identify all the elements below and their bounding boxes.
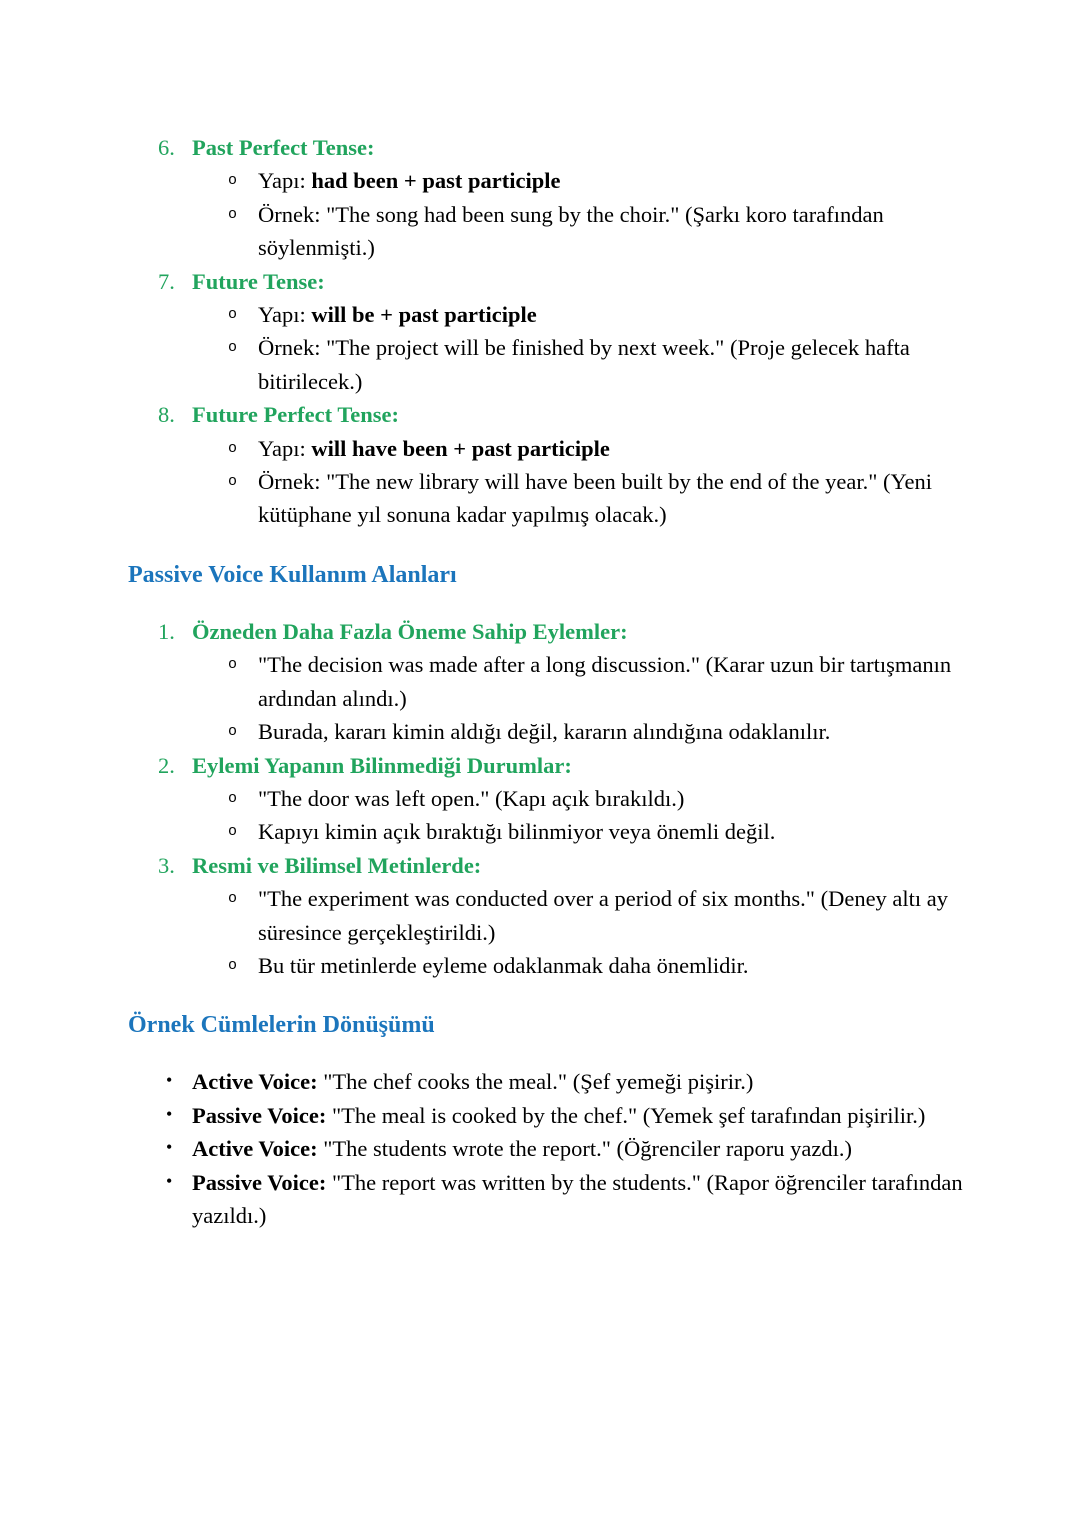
list-item (128, 749, 970, 849)
sub-bullet-text (258, 302, 537, 327)
circle-bullet-marker: o (228, 890, 238, 908)
sub-bullet-text (258, 886, 948, 944)
list-item (128, 849, 970, 983)
circle-bullet-marker: o (228, 823, 238, 841)
sub-bullet-text (258, 469, 932, 527)
text-segment: "The decision was made after a long discussion." (Karar uzun bir tartışmanın ardından alındı.) (258, 652, 952, 711)
bullet-text (192, 1136, 852, 1161)
text-segment: will be + past participle (311, 302, 537, 328)
bullet-text (192, 1103, 925, 1128)
dot-bullet-marker: • (166, 1137, 173, 1158)
text-segment: Yapı: (258, 435, 312, 461)
circle-bullet-marker: o (228, 306, 238, 324)
sub-bullet-text (258, 335, 910, 393)
sub-bullet-item (128, 882, 970, 949)
text-segment: had been + past participle (311, 168, 561, 194)
sub-bullet-item (128, 432, 970, 465)
text-segment: Active Voice: (192, 1136, 324, 1162)
list-item-heading (128, 265, 970, 298)
sub-bullet-text (258, 786, 684, 811)
sub-bullet-list (128, 298, 970, 398)
sub-bullet-item (128, 715, 970, 748)
text-segment: Örnek: "The song had been sung by the choir." (Şarkı koro tarafından söylenmişti.) (258, 201, 884, 261)
sub-bullet-list (128, 432, 970, 532)
list-item-number: 6. (158, 135, 175, 160)
bullet-list (128, 1065, 970, 1232)
sub-bullet-item (128, 198, 970, 265)
circle-bullet-marker: o (228, 339, 238, 357)
circle-bullet-marker: o (228, 956, 238, 974)
list-item-number: 1. (158, 618, 175, 644)
bullet-item (128, 1099, 970, 1132)
list-item-number: 3. (158, 852, 175, 878)
sub-bullet-text (258, 652, 951, 710)
text-segment: Passive Voice: (192, 1169, 332, 1195)
text-segment: Yapı: (258, 302, 312, 328)
sub-bullet-text (258, 436, 610, 461)
sub-bullet-item (128, 782, 970, 815)
sub-bullet-list (128, 164, 970, 264)
list-item-title: Future Perfect Tense: (192, 402, 400, 428)
sub-bullet-item (128, 815, 970, 848)
list-item-title: Future Tense: (192, 268, 325, 294)
circle-bullet-marker: o (228, 723, 238, 741)
text-segment: Burada, kararı kimin aldığı değil, kararın alındığına odaklanılır. (258, 719, 831, 745)
text-segment: "The meal is cooked by the chef." (Yemek şef tarafından pişirilir.) (332, 1102, 926, 1128)
sub-bullet-list (128, 782, 970, 849)
text-segment: "The chef cooks the meal." (Şef yemeği pişirir.) (323, 1069, 754, 1095)
bullet-item (128, 1132, 970, 1165)
text-segment: "The report was written by the students." (Rapor öğrenciler tarafından yazıldı.) (192, 1169, 963, 1228)
list-item (128, 615, 970, 749)
circle-bullet-marker: o (228, 172, 238, 190)
list-item-heading (128, 398, 970, 431)
section-heading: Örnek Cümlelerin Dönüşümü (128, 1012, 435, 1039)
text-segment: Örnek: "The project will be finished by next week." (Proje gelecek hafta bitirilecek.) (258, 335, 910, 394)
dot-bullet-marker: • (166, 1103, 173, 1124)
text-segment: Kapıyı kimin açık bıraktığı bilinmiyor veya önemli değil. (258, 819, 776, 845)
sub-bullet-text (258, 719, 830, 744)
bullet-item (128, 1166, 970, 1233)
list-item (128, 131, 970, 265)
dot-bullet-marker: • (166, 1170, 173, 1191)
numbered-list (128, 131, 970, 532)
text-segment: "The door was left open." (Kapı açık bırakıldı.) (258, 785, 685, 811)
text-segment: Bu tür metinlerde eyleme odaklanmak daha önemlidir. (258, 952, 749, 978)
section-heading: Passive Voice Kullanım Alanları (128, 561, 457, 588)
text-segment: "The students wrote the report." (Öğrenciler raporu yazdı.) (323, 1136, 853, 1162)
text-segment: Active Voice: (192, 1069, 324, 1095)
list-item-number: 2. (158, 752, 175, 778)
list-item (128, 398, 970, 532)
numbered-list (128, 615, 970, 982)
text-segment: will have been + past participle (311, 435, 610, 461)
list-item-title: Past Perfect Tense: (192, 135, 375, 160)
text-segment: Passive Voice: (192, 1102, 332, 1128)
sub-bullet-text (258, 953, 748, 978)
list-item-title: Resmi ve Bilimsel Metinlerde: (192, 852, 482, 878)
circle-bullet-marker: o (228, 473, 238, 491)
dot-bullet-marker: • (166, 1070, 173, 1091)
list-item-heading (128, 849, 970, 882)
sub-bullet-item (128, 164, 970, 197)
list-item-heading (128, 615, 970, 648)
sub-bullet-text (258, 168, 560, 193)
circle-bullet-marker: o (228, 439, 238, 457)
bullet-text (192, 1170, 963, 1228)
list-item-title: Özneden Daha Fazla Öneme Sahip Eylemler: (192, 618, 628, 644)
sub-bullet-item (128, 298, 970, 331)
circle-bullet-marker: o (228, 205, 238, 223)
sub-bullet-item (128, 949, 970, 982)
list-item-heading (128, 749, 970, 782)
sub-bullet-item (128, 648, 970, 715)
text-segment: Yapı: (258, 168, 312, 194)
list-item (128, 265, 970, 399)
list-item-number: 7. (158, 268, 175, 294)
bullet-item (128, 1065, 970, 1098)
sub-bullet-list (128, 648, 970, 748)
bullet-text (192, 1069, 753, 1094)
list-item-heading (128, 131, 970, 164)
sub-bullet-text (258, 202, 884, 260)
text-segment: Örnek: "The new library will have been built by the end of the year." (Yeni kütüphane yıl sonuna kadar yapılmış olacak.) (258, 469, 933, 528)
text-segment: "The experiment was conducted over a period of six months." (Deney altı ay süresince gerçekleştirildi.) (258, 886, 949, 945)
sub-bullet-item (128, 465, 970, 532)
list-item-number: 8. (158, 402, 175, 428)
circle-bullet-marker: o (228, 656, 238, 674)
circle-bullet-marker: o (228, 789, 238, 807)
sub-bullet-text (258, 819, 775, 844)
list-item-title: Eylemi Yapanın Bilinmediği Durumlar: (192, 752, 572, 778)
sub-bullet-item (128, 331, 970, 398)
sub-bullet-list (128, 882, 970, 982)
